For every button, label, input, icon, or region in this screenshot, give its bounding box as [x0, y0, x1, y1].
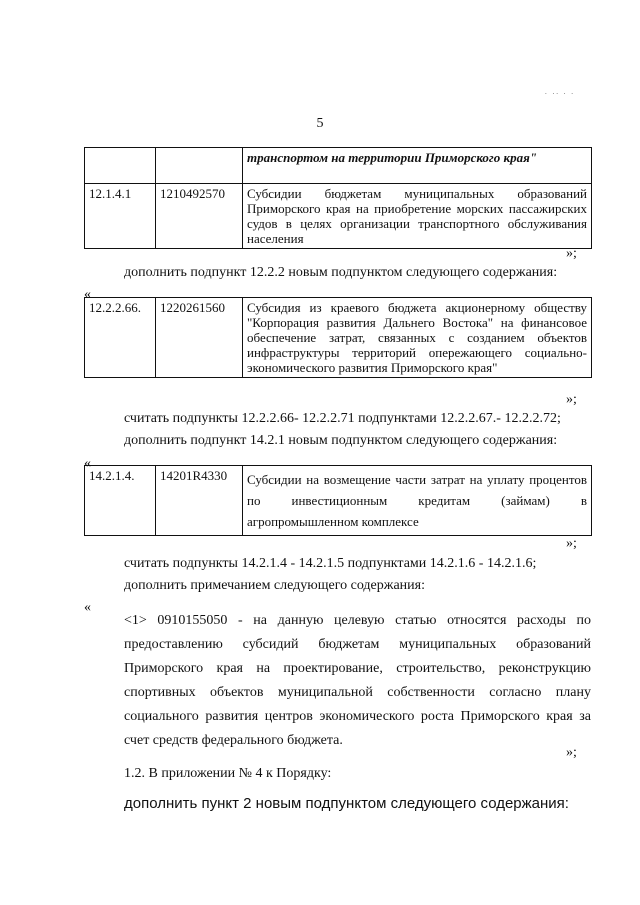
paragraph-renumber-12-2-2: считать подпункты 12.2.2.66- 12.2.2.71 подпунктами 12.2.2.67.- 12.2.2.72;	[124, 411, 561, 426]
quote-open: «	[84, 456, 91, 471]
table-agro-subsidy	[84, 465, 592, 536]
paragraph-amend-12-2-2: дополнить подпункт 12.2.2 новым подпунктом следующего содержания:	[124, 265, 558, 280]
table-transport-subsidies	[84, 147, 592, 249]
table-cell-target-article: 14201R4330	[156, 466, 243, 536]
quote-close: »;	[566, 536, 577, 551]
quote-close: »;	[566, 745, 577, 760]
corner-scan-mark: . .. . .	[545, 88, 575, 96]
quote-open: «	[84, 600, 91, 615]
table-corporation-subsidy	[84, 297, 592, 378]
table-row	[85, 298, 592, 378]
table-cell-code: 12.2.2.66.	[85, 298, 156, 378]
table-cell-target-article: 1210492570	[156, 184, 243, 249]
paragraph-renumber-14-2-1: считать подпункты 14.2.1.4 - 14.2.1.5 подпунктами 14.2.1.6 - 14.2.1.6;	[124, 556, 537, 571]
note-paragraph: <1> 0910155050 - на данную целевую статью относятся расходы по предоставлению субсидий бюджетам муниципальных образований Приморского края на проектирование, строительство, реконструкцию спортивных объектов муниципальной собственности согласно плану социального развития центров экономического роста Приморского края за счет средств федерального бюджета.	[124, 613, 591, 748]
table-cell-code: 14.2.1.4.	[85, 466, 156, 536]
table-row	[85, 184, 592, 249]
table-cell-description: Субсидия из краевого бюджета акционерному обществу "Корпорация развития Дальнего Востока" на финансовое обеспечение затрат, связанных с созданием объектов инфраструктуры территорий опережающего социально-экономического развития Приморского края"	[243, 298, 592, 378]
table-cell-code: 12.1.4.1	[85, 184, 156, 249]
table-cell-description: Субсидии бюджетам муниципальных образований Приморского края на приобретение морских пассажирских судов в целях организации транспортного обслуживания населения	[243, 184, 592, 249]
page-number: 5	[316, 116, 324, 131]
table-cell-description: Субсидии на возмещение части затрат на уплату процентов по инвестиционным кредитам (займам) в агропромышленном комплексе	[243, 466, 592, 536]
quote-close: »;	[566, 392, 577, 407]
table-row	[85, 148, 592, 184]
paragraph-amend-point-2: дополнить пункт 2 новым подпунктом следующего содержания:	[124, 795, 569, 812]
table-cell-description: транспортом на территории Приморского края"	[243, 148, 592, 184]
paragraph-add-note: дополнить примечанием следующего содержания:	[124, 578, 425, 593]
table-row	[85, 466, 592, 536]
table-cell-target-article	[156, 148, 243, 184]
table-cell-target-article: 1220261560	[156, 298, 243, 378]
table-cell-code	[85, 148, 156, 184]
paragraph-amend-14-2-1: дополнить подпункт 14.2.1 новым подпунктом следующего содержания:	[124, 433, 558, 448]
quote-open: «	[84, 287, 91, 302]
section-heading-1-2: 1.2. В приложении № 4 к Порядку:	[124, 766, 332, 781]
quote-close: »;	[566, 246, 577, 261]
